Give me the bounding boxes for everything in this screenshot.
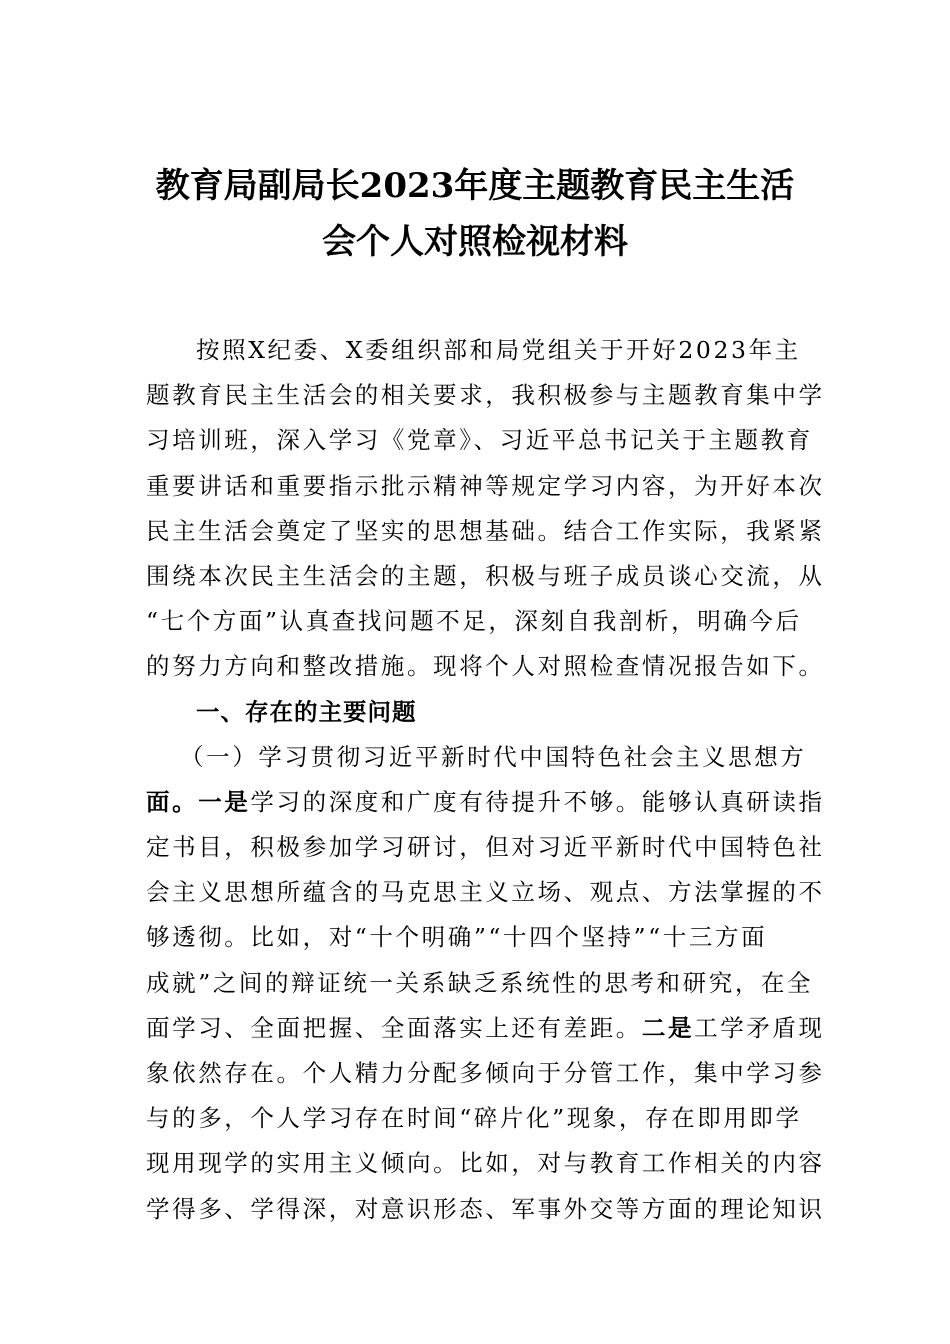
subsection-text: 面学习、全面把握、全面落实上还有差距。 <box>146 1013 642 1042</box>
subsection-line: 与的多，个人学习存在时间“碎片化”现象，存在即用即学 <box>146 1104 802 1133</box>
subsection-text: 学习的深度和广度有待提升不够。能够认真研读指 <box>250 787 825 816</box>
subsection-line: 象依然存在。个人精力分配多倾向于分管工作，集中学习参 <box>146 1059 825 1087</box>
intro-line: “七个方面”认真查找问题不足，深刻自我剖析，明确今后 <box>146 607 802 636</box>
intro-line: 按照X纪委、X委组织部和局党组关于开好2023年主 <box>196 336 801 364</box>
intro-line: 民主生活会奠定了坚实的思想基础。结合工作实际，我紧紧 <box>146 516 825 545</box>
title-line-2: 会个人对照检视材料 <box>322 222 628 262</box>
subsection-line <box>146 1006 825 1051</box>
document-title <box>140 158 810 270</box>
subsection-heading-line: （一）学习贯彻习近平新时代中国特色社会主义思想方 <box>180 742 807 771</box>
subsection-line: 成就”之间的辩证统一关系缺乏系统性的思考和研究，在全 <box>146 968 814 997</box>
intro-line: 围绕本次民主生活会的主题，积极与班子成员谈心交流，从 <box>146 561 825 590</box>
subsection-line: 现用现学的实用主义倾向。比如，对与教育工作相关的内容 <box>146 1149 825 1178</box>
document-body <box>146 328 825 1232</box>
subsection-line <box>146 780 825 825</box>
intro-line: 习培训班，深入学习《党章》、习近平总书记关于主题教育 <box>146 426 813 455</box>
intro-line: 题教育民主生活会的相关要求，我积极参与主题教育集中学 <box>146 381 825 410</box>
subsection-text: 工学矛盾现 <box>694 1013 825 1042</box>
point-marker-two: 二是 <box>641 1013 695 1042</box>
subsection-line: 会主义思想所蕴含的马克思主义立场、观点、方法掌握的不 <box>146 878 825 907</box>
subsection-line: 定书目，积极参加学习研讨，但对习近平新时代中国特色社 <box>146 833 825 862</box>
intro-line: 的努力方向和整改措施。现将个人对照检查情况报告如下。 <box>146 652 825 681</box>
section-heading: 一、存在的主要问题 <box>196 697 417 726</box>
point-marker-one: 面。一是 <box>146 787 251 816</box>
intro-line: 重要讲话和重要指示批示精神等规定学习内容，为开好本次 <box>146 471 825 500</box>
subsection-line: 够透彻。比如，对“十个明确”“十四个坚持”“十三方面 <box>146 923 768 952</box>
subsection-line: 学得多、学得深，对意识形态、军事外交等方面的理论知识 <box>146 1194 825 1223</box>
title-line-1: 教育局副局长2023年度主题教育民主生活 <box>155 166 795 206</box>
